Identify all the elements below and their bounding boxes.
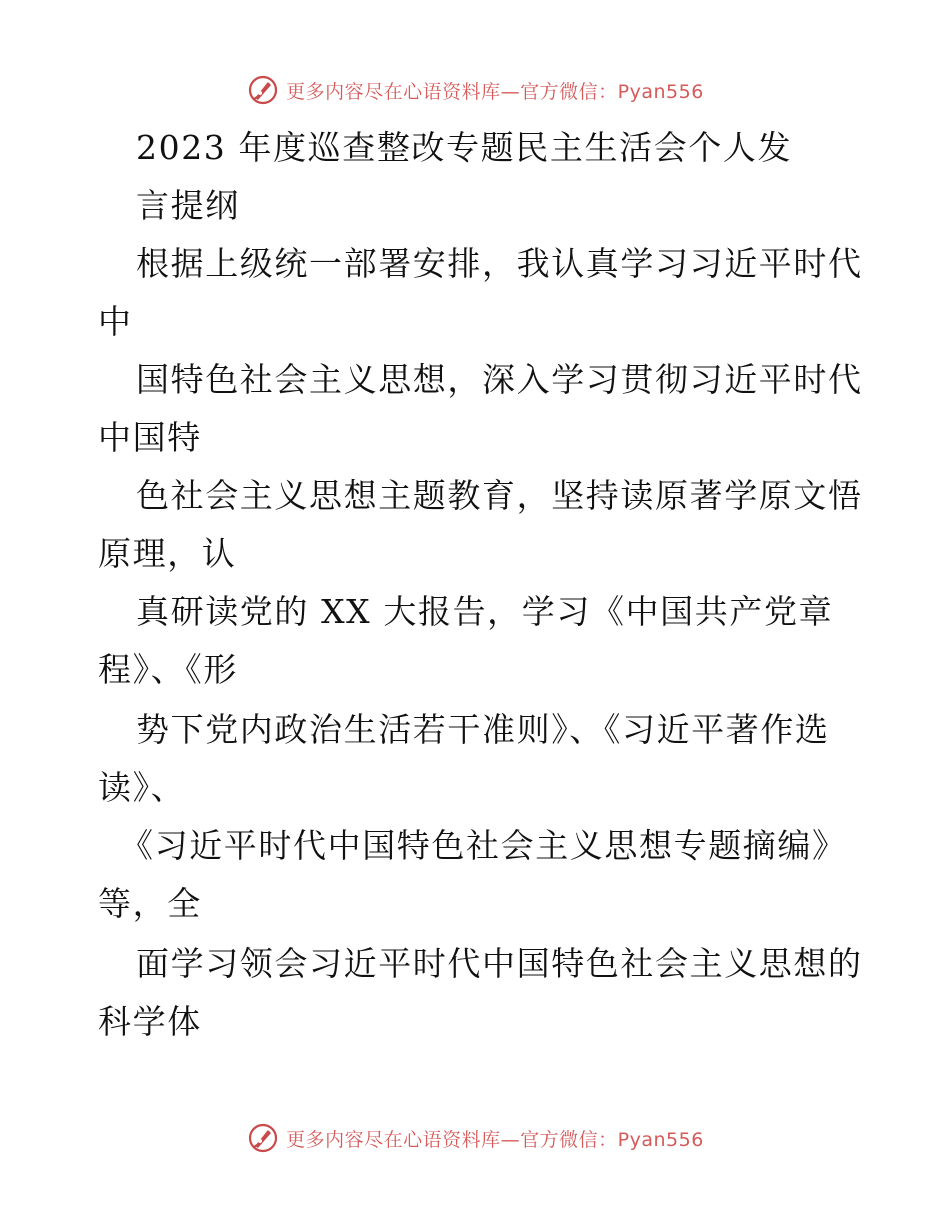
quill-pen-circle-icon	[246, 73, 280, 107]
quill-pen-circle-icon	[246, 1121, 280, 1155]
body-line: 中国特	[98, 418, 202, 457]
document-title-line-2: 言提纲	[136, 186, 240, 225]
body-line: 面学习领会习近平时代中国特色社会主义思想的	[136, 944, 863, 983]
body-line: 原理，认	[98, 534, 237, 573]
body-line: 色社会主义思想主题教育，坚持读原著学原文悟	[136, 476, 863, 515]
document-title-line-1: 2023 年度巡查整改专题民主生活会个人发	[136, 128, 793, 167]
body-line: 程》、《形	[98, 650, 238, 689]
watermark-footer	[0, 1120, 950, 1156]
body-line: 国特色社会主义思想，深入学习贯彻习近平时代	[136, 360, 863, 399]
watermark-text: 更多内容尽在心语资料库—官方微信：Pyan556	[286, 1128, 704, 1151]
body-line: 等，全	[98, 884, 202, 923]
body-line: 《习近平时代中国特色社会主义思想专题摘编》	[120, 826, 847, 865]
body-line: 势下党内政治生活若干准则》、《习近平著作选	[136, 710, 830, 749]
watermark-text: 更多内容尽在心语资料库—官方微信：Pyan556	[286, 80, 704, 103]
body-line: 根据上级统一部署安排，我认真学习习近平时代	[136, 244, 863, 283]
body-line: 读》、	[98, 768, 186, 807]
body-line: 中	[98, 302, 133, 341]
body-line: 科学体	[98, 1002, 202, 1041]
body-line: 真研读党的 XX 大报告，学习《中国共产党章	[136, 592, 834, 631]
watermark-header	[0, 72, 950, 108]
